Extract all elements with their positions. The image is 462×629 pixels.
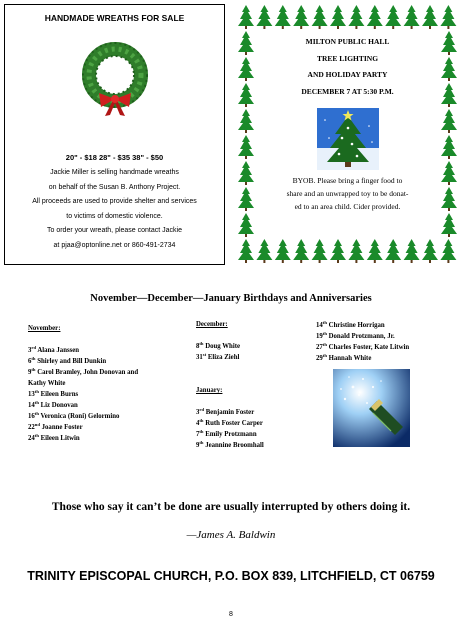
birthday-entry (196, 429, 326, 440)
wreath-line: Jackie Miller is selling handmade wreaths (50, 169, 179, 176)
tree-icon (238, 187, 254, 208)
tree-icon (238, 161, 254, 182)
entry-day: 19 (316, 333, 323, 340)
entry-day: 4 (196, 420, 200, 427)
entry-day: 6 (28, 358, 32, 365)
entry-day-suffix: th (322, 320, 327, 325)
tree-border-top (237, 4, 458, 30)
january-heading: January: (196, 387, 223, 394)
tree-icon (275, 5, 291, 26)
entry-day-suffix: th (34, 389, 39, 394)
tree-icon (256, 5, 272, 26)
tree-icon (404, 239, 420, 260)
entry-name: Doug White (205, 343, 241, 350)
tree-icon (441, 135, 457, 156)
entry-day: 16 (28, 413, 35, 420)
entry-name: Charles Foster, Kate Litwin (328, 344, 410, 351)
tree-border-left (237, 30, 255, 238)
entry-name: Benjamin Foster (205, 409, 255, 416)
wreath-prices: 20" - $18 28" - $35 38" - $50 (65, 153, 164, 162)
birthday-entry (28, 378, 193, 389)
page-number: 8 (229, 611, 233, 618)
quote-text: Those who say it can’t be done are usually interrupted by others doing it. (51, 501, 411, 513)
church-address: TRINITY EPISCOPAL CHURCH, P.O. BOX 839, LITCHFIELD, CT 06759 (27, 569, 435, 583)
entry-name: Hannah White (328, 355, 372, 362)
tree-border-bottom (237, 238, 458, 264)
birthday-entry (28, 356, 193, 367)
wreath-contact: at pjaa@optonline.net or 860-491-2734 (53, 241, 176, 249)
entry-day: 3 (28, 347, 32, 354)
entry-day-suffix: th (34, 400, 39, 405)
wreath-image (75, 37, 155, 117)
entry-day: 29 (316, 355, 323, 362)
birthday-entry (316, 320, 456, 331)
entry-day-suffix: th (322, 331, 327, 336)
entry-day: 7 (196, 431, 200, 438)
tree-icon (367, 5, 383, 26)
entry-name: Christine Horrigan (328, 322, 385, 329)
tree-icon (348, 5, 364, 26)
entry-name: Shirley and Bill Dunkin (37, 358, 107, 365)
tree-icon (422, 239, 438, 260)
tree-icon (404, 5, 420, 26)
entry-day: 24 (28, 435, 35, 442)
wreath-description (5, 166, 224, 253)
tree-icon (385, 5, 401, 26)
entry-name: Alana Janssen (37, 347, 80, 354)
tree-icon (312, 239, 328, 260)
entry-day: 8 (196, 343, 200, 350)
entry-day: 22 (28, 424, 35, 431)
entry-day: 27 (316, 344, 323, 351)
entry-name: Joanne Foster (41, 424, 83, 431)
tree-icon (312, 5, 328, 26)
entry-day-suffix: th (34, 411, 39, 416)
christmas-tree-image (317, 108, 379, 170)
tree-icon (238, 31, 254, 52)
entry-day-suffix: rd (31, 345, 36, 350)
entry-name: Veronica (Roni) Gelormino (40, 413, 120, 420)
birthday-entry (28, 367, 193, 378)
event-details-line: ed to an area child. Cider provided. (294, 202, 401, 211)
wreath-line: All proceeds are used to provide shelter and services (32, 198, 197, 205)
tree-icon (238, 213, 254, 234)
entry-name: Eileen Burns (40, 391, 79, 398)
november-heading: November: (28, 325, 61, 332)
january-continued-column (316, 320, 456, 364)
entry-day-suffix: nd (34, 422, 40, 427)
entry-day-suffix: th (31, 367, 36, 372)
event-venue: MILTON PUBLIC HALL (305, 37, 390, 46)
birthday-entry (196, 352, 326, 363)
birthday-entry (196, 407, 326, 418)
birthday-entry (28, 389, 193, 400)
tree-icon (330, 5, 346, 26)
birthday-entry (196, 341, 326, 352)
tree-icon (440, 5, 456, 26)
entry-name: Eliza Ziehl (207, 354, 240, 361)
tree-icon (385, 239, 401, 260)
entry-day-suffix: st (202, 352, 207, 357)
entry-day-suffix: th (31, 356, 36, 361)
entry-name: Carol Bramley, John Donovan and (37, 369, 139, 376)
entry-day: 31 (196, 354, 203, 361)
event-subtitle: AND HOLIDAY PARTY (307, 70, 388, 79)
birthday-entry (28, 400, 193, 411)
birthday-entry (316, 353, 456, 364)
tree-icon (238, 239, 254, 260)
entry-day-suffix: th (322, 342, 327, 347)
tree-lighting-content (255, 34, 440, 213)
tree-icon (441, 31, 457, 52)
tree-border-right (440, 30, 458, 238)
tree-icon (238, 57, 254, 78)
tree-icon (440, 239, 456, 260)
entry-day-suffix: th (199, 440, 204, 445)
birthday-entry (316, 342, 456, 353)
tree-icon (441, 161, 457, 182)
tree-icon (293, 239, 309, 260)
entry-name: Kathy White (28, 380, 66, 387)
tree-icon (367, 239, 383, 260)
entry-day: 14 (28, 402, 35, 409)
entry-day: 13 (28, 391, 35, 398)
wreath-line: to victims of domestic violence. (66, 212, 163, 220)
entry-name: Emily Protzmann (205, 431, 257, 438)
tree-lighting-box (237, 4, 458, 264)
birthdays-title: November—December—January Birthdays and Anniversaries (90, 293, 372, 304)
entry-day-suffix: th (34, 433, 39, 438)
entry-day-suffix: th (199, 341, 204, 346)
birthday-entry (28, 411, 193, 422)
tree-icon (238, 5, 254, 26)
event-name: TREE LIGHTING (316, 53, 379, 63)
entry-day: 9 (28, 369, 32, 376)
birthday-entry (28, 345, 193, 356)
tree-icon (441, 57, 457, 78)
event-details (255, 174, 440, 213)
entry-day: 14 (316, 322, 323, 329)
entry-name: Donald Protzmann, Jr. (328, 333, 395, 340)
november-column (28, 323, 193, 444)
birthday-entry (196, 418, 326, 429)
tree-icon (441, 83, 457, 104)
entry-day: 3 (196, 409, 200, 416)
entry-day: 9 (196, 442, 200, 449)
tree-icon (293, 5, 309, 26)
entry-day-suffix: th (322, 353, 327, 358)
wreath-line: on behalf of the Susan B. Anthony Project. (48, 183, 181, 191)
entry-day-suffix: th (199, 429, 204, 434)
tree-icon (238, 109, 254, 130)
birthday-entry (316, 331, 456, 342)
december-heading: December: (196, 321, 228, 328)
tree-icon (441, 213, 457, 234)
tree-icon (348, 239, 364, 260)
entry-name: Liz Donovan (40, 402, 78, 409)
event-details-line: share and an unwrapped toy to be donat- (286, 189, 409, 198)
tree-icon (256, 239, 272, 260)
tree-icon (238, 83, 254, 104)
entry-day-suffix: th (199, 418, 204, 423)
birthday-entry (28, 433, 193, 444)
entry-name: Ruth Foster Carper (205, 420, 263, 427)
quote-author: —James A. Baldwin (186, 529, 276, 541)
tree-icon (275, 239, 291, 260)
wreath-sale-box (4, 4, 225, 265)
entry-name: Eileen Litwin (40, 435, 80, 442)
tree-icon (422, 5, 438, 26)
birthday-entry (196, 440, 326, 451)
event-date: DECEMBER 7 AT 5:30 P.M. (301, 86, 394, 96)
entry-name: Jeannine Broomhall (205, 442, 264, 449)
wreath-line: To order your wreath, please contact Jackie (46, 227, 182, 234)
wreath-sale-title: HANDMADE WREATHS FOR SALE (44, 13, 185, 23)
tree-icon (238, 135, 254, 156)
dec-jan-column (196, 319, 326, 451)
birthday-entry (28, 422, 193, 433)
event-details-line: BYOB. Please bring a finger food to (292, 176, 403, 185)
entry-day-suffix: rd (199, 407, 204, 412)
tree-icon (441, 187, 457, 208)
champagne-image (333, 369, 410, 447)
tree-icon (330, 239, 346, 260)
tree-icon (441, 109, 457, 130)
